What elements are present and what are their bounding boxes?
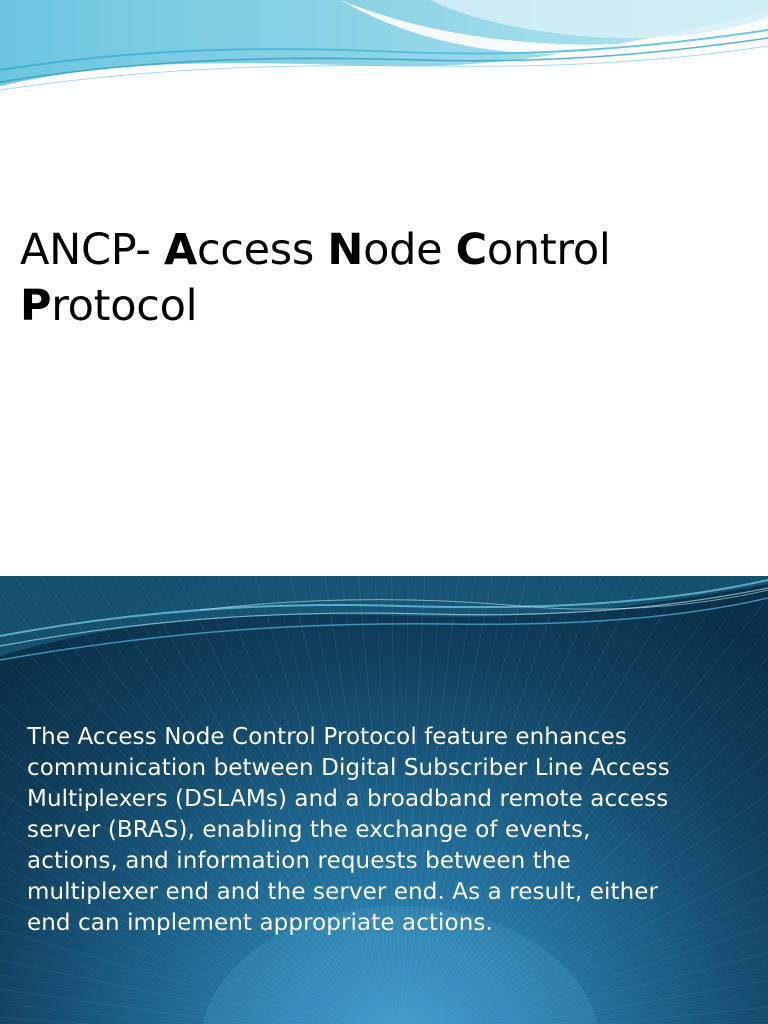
title-prefix: ANCP- — [20, 225, 164, 275]
title-initial-p: P — [20, 281, 52, 331]
header-swoosh-decoration — [0, 0, 768, 110]
title-initial-c: C — [455, 225, 487, 275]
title-line-2 — [20, 278, 750, 334]
body-line: end can implement appropriate actions. — [27, 910, 493, 936]
title-initial-n: N — [327, 225, 364, 275]
body-line: Multiplexers (DSLAMs) and a broadband remote access — [27, 786, 669, 812]
body-line: The Access Node Control Protocol feature enhances — [27, 724, 627, 750]
body-line: communication between Digital Subscriber Line Access — [27, 755, 670, 781]
description-slide — [0, 576, 768, 1024]
header-wave-decoration — [0, 576, 768, 686]
body-line: server (BRAS), enabling the exchange of events, — [27, 817, 591, 843]
body-line: actions, and information requests between the — [27, 848, 571, 874]
title-initial-a: A — [163, 225, 197, 275]
title-line-1 — [20, 222, 750, 278]
slide-body-text — [27, 722, 747, 939]
title-word-control: ontrol — [486, 225, 611, 275]
slide-title — [20, 222, 750, 334]
body-line: multiplexer end and the server end. As a result, either — [27, 879, 659, 905]
title-word-access: ccess — [196, 225, 328, 275]
title-word-node: ode — [363, 225, 456, 275]
title-word-protocol: rotocol — [51, 281, 198, 331]
